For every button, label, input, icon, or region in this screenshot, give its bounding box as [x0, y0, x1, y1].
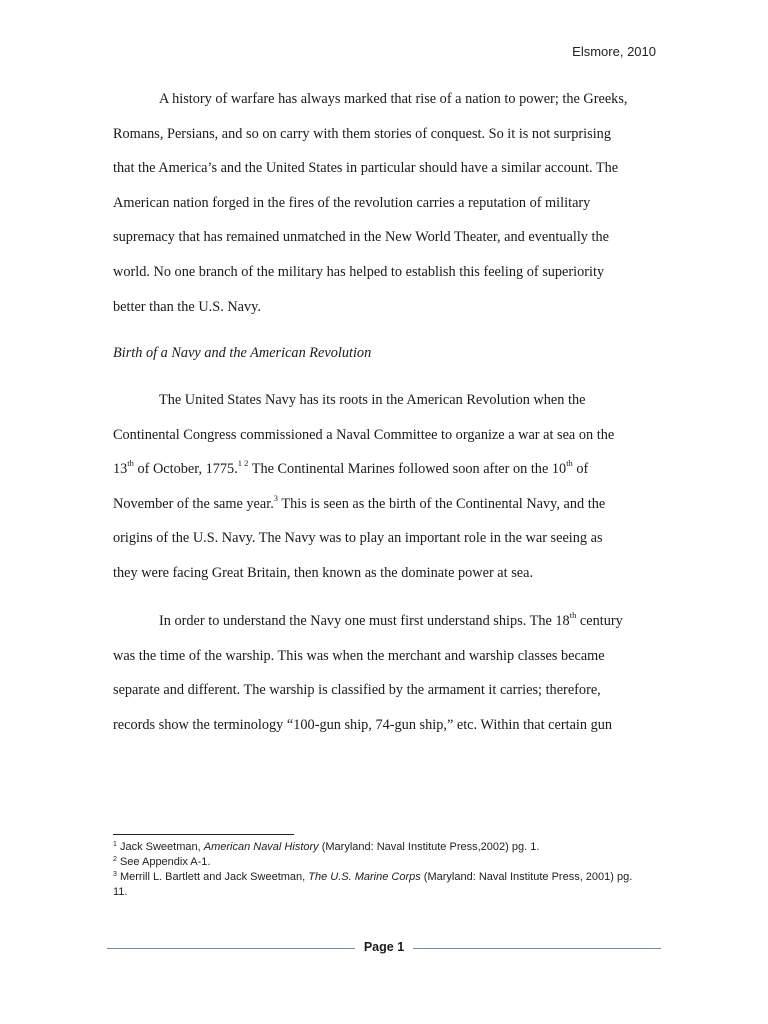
- text-line: was the time of the warship. This was when the merchant and warship classes became: [113, 647, 605, 664]
- text-line: records show the terminology “100-gun ship, 74-gun ship,” etc. Within that certain gun: [113, 716, 613, 733]
- footnote-text: (Maryland: Naval Institute Press,2002) pg. 1.: [318, 841, 540, 853]
- text-line: that the America’s and the United States in particular should have a similar account. The: [113, 160, 619, 177]
- footnote-separator: [113, 834, 294, 835]
- text-line: Romans, Persians, and so on carry with them stories of conquest. So it is not surprising: [113, 125, 611, 142]
- text-line: [113, 452, 658, 487]
- superscript-ordinal: th: [569, 610, 577, 620]
- text-run: The Continental Marines followed soon after on the 10: [248, 461, 567, 478]
- text-run: 13: [113, 461, 128, 478]
- text-line: The United States Navy has its roots in the American Revolution when the: [159, 392, 586, 408]
- footnote-number: 2: [113, 856, 117, 863]
- text-run: century: [576, 613, 623, 629]
- footnote-3: [113, 870, 658, 885]
- footer-rule-right: [413, 948, 661, 949]
- footnote-text: Jack Sweetman,: [116, 841, 204, 853]
- footnote-title: The U.S. Marine Corps: [308, 871, 421, 883]
- footnote-reference[interactable]: 1 2: [237, 458, 249, 469]
- text-line: they were facing Great Britain, then known as the dominate power at sea.: [113, 564, 534, 581]
- text-line: A history of warfare has always marked that rise of a nation to power; the Greeks,: [159, 91, 628, 107]
- running-header: Elsmore, 2010: [572, 44, 656, 59]
- footnote-text: (Maryland: Naval Institute Press, 2001) pg.: [420, 871, 633, 883]
- page-number: Page 1: [363, 940, 405, 954]
- text-line: origins of the U.S. Navy. The Navy was to play an important role in the war seeing as: [113, 530, 603, 547]
- footnote-text: See Appendix A-1.: [116, 856, 211, 868]
- footnote-number: 3: [113, 871, 117, 878]
- body-paragraph-warships: [113, 604, 658, 742]
- footnote-reference[interactable]: 3: [273, 492, 279, 503]
- superscript-ordinal: th: [566, 458, 573, 469]
- text-line: [113, 604, 658, 639]
- text-line: American nation forged in the fires of the revolution carries a reputation of military: [113, 194, 591, 211]
- text-line: [113, 487, 658, 522]
- footnote-text: Merrill L. Bartlett and Jack Sweetman,: [116, 871, 309, 883]
- text-run: November of the same year.: [113, 495, 274, 512]
- text-line: separate and different. The warship is classified by the armament it carries; therefore,: [113, 682, 601, 699]
- footnote-2: [113, 855, 658, 870]
- text-run: of October, 1775.: [133, 461, 238, 478]
- footnote-title: American Naval History: [203, 841, 319, 853]
- text-line: Continental Congress commissioned a Naval Committee to organize a war at sea on the: [113, 426, 615, 443]
- footnote-3-continued: 11.: [113, 886, 128, 898]
- text-line: world. No one branch of the military has helped to establish this feeling of superiority: [113, 263, 605, 280]
- section-heading: Birth of a Navy and the American Revolution: [113, 345, 372, 361]
- text-run: of: [572, 461, 589, 478]
- text-line: supremacy that has remained unmatched in the New World Theater, and eventually the: [113, 229, 609, 246]
- superscript-ordinal: th: [127, 458, 134, 469]
- body-paragraph-navy-roots: [113, 383, 658, 591]
- text-run: This is seen as the birth of the Continental Navy, and the: [278, 495, 606, 512]
- body-paragraph-intro: [113, 82, 658, 324]
- footnote-1: [113, 840, 658, 855]
- footnote-number: 1: [113, 841, 117, 848]
- page-footer: [107, 940, 661, 956]
- footnotes: [113, 840, 658, 900]
- text-line: better than the U.S. Navy.: [113, 298, 261, 315]
- text-run: In order to understand the Navy one must first understand ships. The 18: [159, 613, 570, 629]
